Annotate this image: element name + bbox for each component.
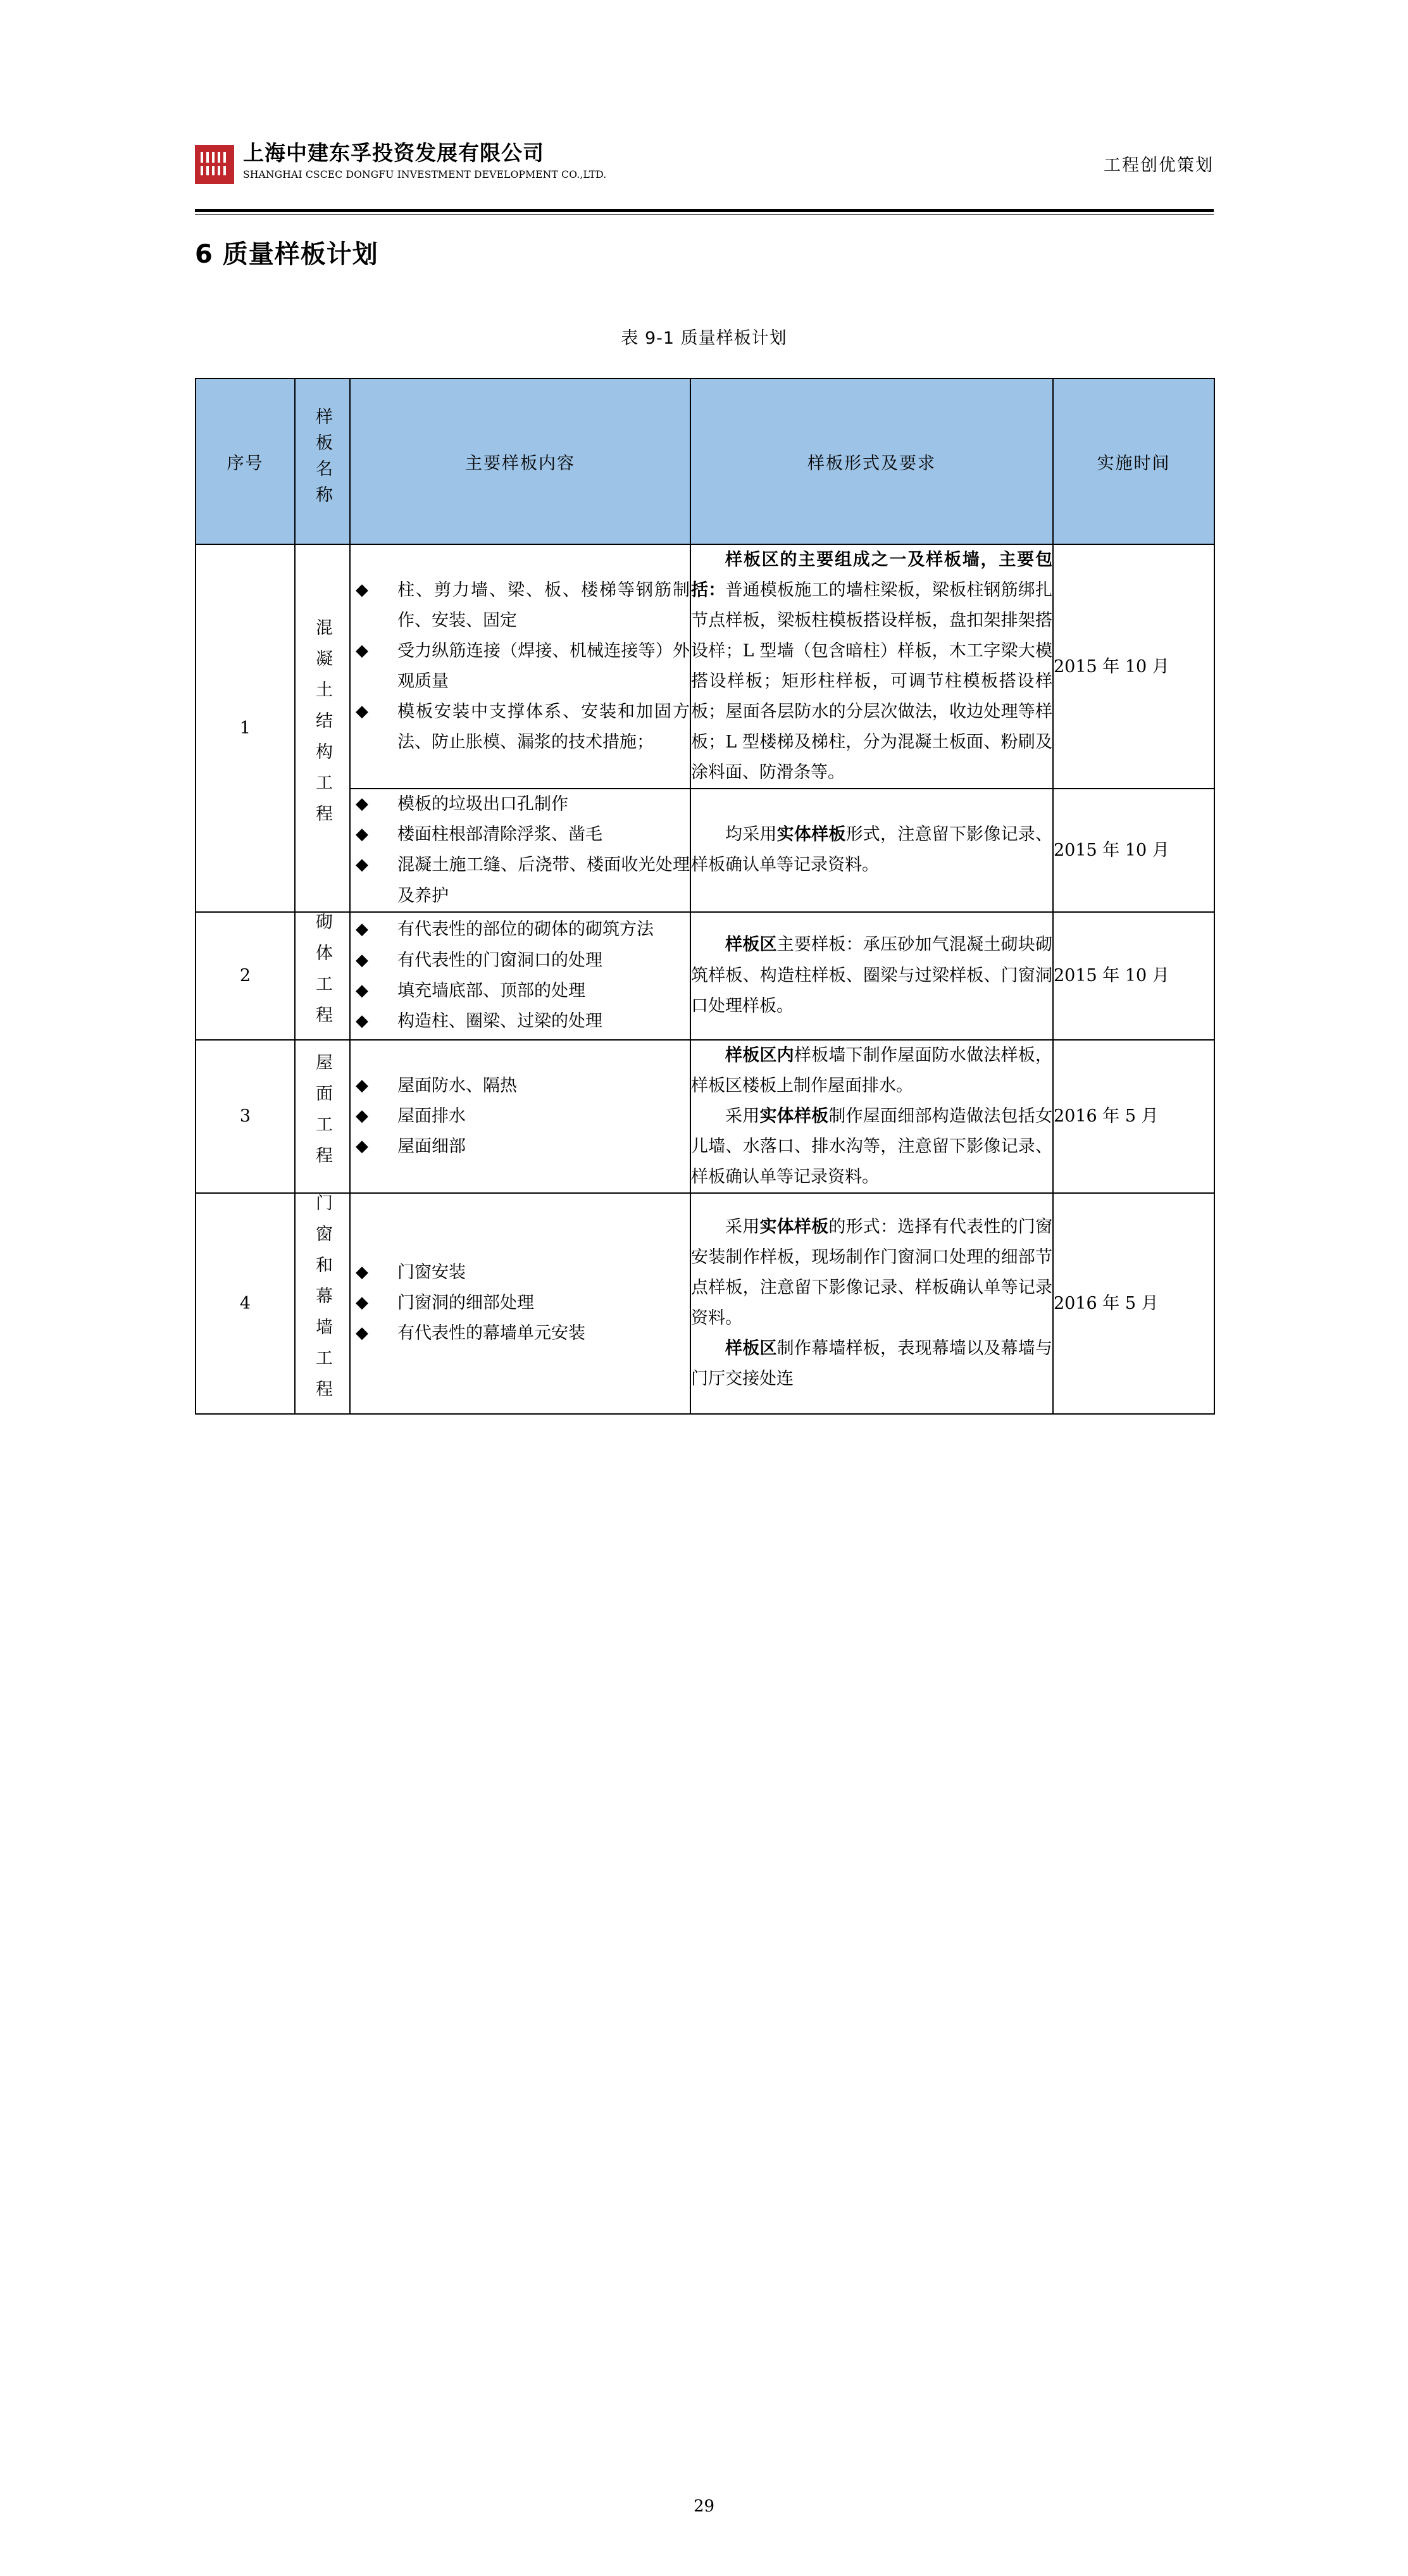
requirement-text: 形式，注意留下影像记录、样板确认单等记录资料。 [691, 825, 1053, 875]
list-item: ◆ 模板的垃圾出口孔制作 [351, 789, 690, 820]
table-row [196, 1193, 1214, 1414]
requirement-prefix-2: 采用 [725, 1106, 760, 1126]
content-bullet-list [351, 1071, 690, 1162]
requirement-text-2: 制作屋面细部构造做法包括女儿墙、水落口、排水沟等，注意留下影像记录、样板确认单等记录资料。 [691, 1106, 1053, 1187]
list-item: ◆ 受力纵筋连接（焊接、机械连接等）外观质量 [351, 636, 690, 697]
list-item: ◆ 楼面柱根部清除浮浆、凿毛 [351, 820, 690, 850]
list-item: ◆ 有代表性的幕墙单元安装 [351, 1318, 690, 1349]
requirement-emphasis-2: 样板区 [725, 1339, 777, 1359]
requirement-text-2: 制作幕墙样板，表现幕墙以及幕墙与门厅交接处连 [691, 1339, 1053, 1389]
header-rule-thick [195, 209, 1214, 212]
list-item: ◆ 屋面防水、隔热 [351, 1071, 690, 1101]
row-content [350, 544, 690, 789]
header-rule-thin [195, 214, 1214, 215]
row-requirement [690, 789, 1053, 911]
list-item: ◆ 填充墙底部、顶部的处理 [351, 976, 690, 1006]
column-header-date [1053, 378, 1214, 544]
column-header-name [295, 378, 350, 544]
row-sample-name-label: 屋面工程 [313, 1053, 332, 1177]
list-item: ◆ 构造柱、圈梁、过梁的处理 [351, 1006, 690, 1037]
company-name-cn: 上海中建东孚投资发展有限公司 [243, 141, 544, 165]
company-name-en: SHANGHAI CSCEC DONGFU INVESTMENT DEVELOPMENT CO.,LTD. [243, 168, 607, 180]
row-requirement [690, 1040, 1053, 1193]
row-sample-name-label: 门窗和幕墙工程 [313, 1193, 332, 1411]
requirement-emphasis: 样板区的主要组成之一及样板墙，主要包括： [691, 550, 1052, 601]
table-row [196, 912, 1214, 1040]
list-item: ◆ 有代表性的部位的砌体的砌筑方法 [351, 915, 690, 945]
row-content [350, 1040, 690, 1193]
table-header-row [196, 378, 1214, 544]
requirement-text: 普通模板施工的墙柱梁板，梁板柱钢筋绑扎节点样板，梁板柱模板搭设样板，盘扣架排架搭设样；L 型墙（包含暗柱）样板，木工字梁大模搭设样板；矩形柱样板，可调节柱模板搭设样板；屋面各层防水的分层次做法，收边处理等样板；L 型楼梯及梯柱，分为混凝土板面、粉刷及涂料面、防滑条等。 [691, 580, 1053, 783]
requirement-text: 样板墙下制作屋面防水做法样板，样板区楼板上制作屋面排水。 [691, 1045, 1053, 1096]
table-row [196, 544, 1214, 789]
row-sample-name [295, 1193, 350, 1414]
requirement-emphasis-2: 实体样板 [759, 1106, 829, 1126]
list-item: ◆ 模板安装中支撑体系、安装和加固方法、防止胀模、漏浆的技术措施； [351, 697, 690, 758]
page-header [195, 142, 1214, 206]
column-header-name-label: 样板名称 [313, 407, 332, 511]
row-sample-name [295, 912, 350, 1040]
column-header-date-label: 实施时间 [1097, 453, 1171, 473]
row-date: 2015 年 10 月 [1053, 789, 1214, 911]
list-item: ◆ 门窗洞的细部处理 [351, 1288, 690, 1318]
requirement-prefix: 采用 [725, 1217, 760, 1237]
row-date: 2015 年 10 月 [1053, 544, 1214, 789]
row-content [350, 912, 690, 1040]
company-logo [195, 142, 606, 184]
row-sample-name [295, 544, 350, 912]
column-header-requirement-label: 样板形式及要求 [807, 453, 936, 473]
list-item: ◆ 屋面细部 [351, 1132, 690, 1162]
content-bullet-list [351, 789, 690, 911]
column-header-content-label: 主要样板内容 [465, 453, 575, 473]
row-content [350, 1193, 690, 1414]
requirement-prefix: 均采用 [725, 825, 777, 845]
row-number: 1 [196, 544, 295, 912]
header-document-title: 工程创优策划 [1104, 156, 1214, 175]
row-sample-name-label: 混凝土结构工程 [313, 618, 332, 835]
row-requirement [690, 544, 1053, 789]
row-date: 2015 年 10 月 [1053, 912, 1214, 1040]
cscec-logo-icon [195, 145, 234, 184]
column-header-requirement [690, 378, 1053, 544]
row-number: 2 [196, 912, 295, 1040]
row-date: 2016 年 5 月 [1053, 1193, 1214, 1414]
requirement-text: 的形式：选择有代表性的门窗安装制作样板，现场制作门窗洞口处理的细部节点样板，注意留下影像记录、样板确认单等记录资料。 [691, 1217, 1053, 1329]
row-date: 2016 年 5 月 [1053, 1040, 1214, 1193]
requirement-text: 主要样板：承压砂加气混凝土砌块砌筑样板、构造柱样板、圈梁与过梁样板、门窗洞口处理样板。 [691, 935, 1053, 1016]
content-bullet-list [351, 915, 690, 1036]
row-content [350, 789, 690, 911]
row-sample-name-label: 砌体工程 [313, 912, 332, 1037]
table-row [196, 1040, 1214, 1193]
requirement-emphasis: 实体样板 [776, 825, 846, 845]
requirement-emphasis: 实体样板 [759, 1217, 829, 1237]
row-requirement [690, 912, 1053, 1040]
content-bullet-list [351, 1258, 690, 1349]
requirement-emphasis: 样板区 [725, 935, 777, 955]
list-item: ◆ 有代表性的门窗洞口的处理 [351, 946, 690, 976]
quality-sample-plan-table [195, 378, 1215, 1415]
list-item: ◆ 柱、剪力墙、梁、板、楼梯等钢筋制作、安装、固定 [351, 575, 690, 636]
column-header-no-label: 序号 [227, 453, 264, 473]
column-header-content [350, 378, 690, 544]
row-sample-name [295, 1040, 350, 1193]
content-bullet-list [351, 575, 690, 758]
row-requirement [690, 1193, 1053, 1414]
list-item: ◆ 屋面排水 [351, 1101, 690, 1132]
page-number: 29 [693, 2497, 715, 2516]
logo-text-block [243, 142, 606, 180]
list-item: ◆ 混凝土施工缝、后浇带、楼面收光处理及养护 [351, 850, 690, 911]
row-number: 4 [196, 1193, 295, 1414]
column-header-no [196, 378, 295, 544]
row-number: 3 [196, 1040, 295, 1193]
list-item: ◆ 门窗安装 [351, 1258, 690, 1288]
table-caption: 表 9-1 质量样板计划 [621, 328, 787, 348]
requirement-emphasis: 样板区内 [725, 1045, 794, 1065]
page-title: 6 质量样板计划 [195, 240, 378, 269]
